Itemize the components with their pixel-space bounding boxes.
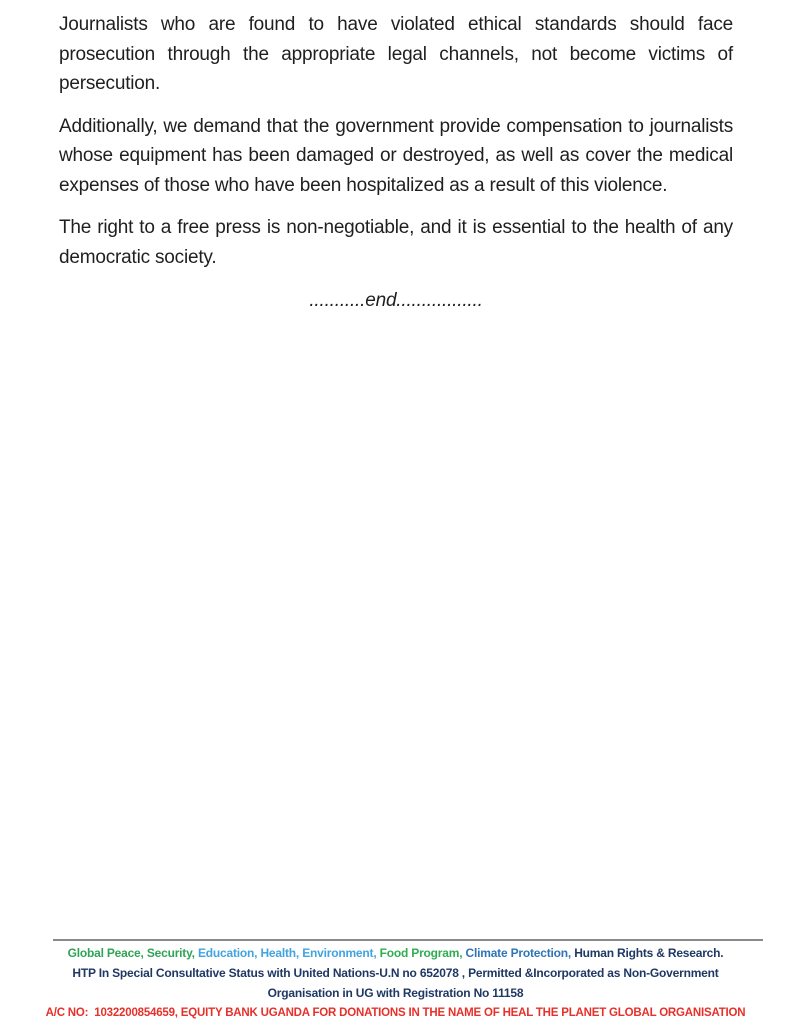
end-marker: ...........end................. [309,290,483,311]
footer-focus-area-segment: Health, [260,946,303,960]
paragraph-free-press: The right to a free press is non-negotiable, and it is essential to the health of any democratic society. [59,217,733,268]
page-footer [0,939,791,1023]
footer-focus-areas [0,943,791,963]
footer-focus-area-segment: Education, [197,946,261,960]
footer-focus-area-segment: Global Peace, [67,946,147,960]
footer-focus-area-segment: Environment, [302,946,380,960]
paragraph-ethical-standards: Journalists who are found to have violated ethical standards should face prosecution through the appropriate legal channels, not become victims of persecution. [59,14,733,94]
footer-focus-area-segment: Food Program, [379,946,466,960]
footer-un-status: HTP In Special Consultative Status with United Nations-U.N no 652078 , Permitted &Incorporated as Non-Government [72,966,719,980]
footer-focus-area-segment: Security, [146,946,198,960]
footer-focus-area-segment: Human Rights & Research. [574,946,724,960]
footer-bank-account: A/C NO: 1032200854659, EQUITY BANK UGANDA FOR DONATIONS IN THE NAME OF HEAL THE PLANET GLOBAL ORGANISATION [45,1007,746,1019]
footer-focus-area-segment: Climate Protection, [465,946,575,960]
footer-divider [53,939,763,941]
paragraph-compensation-demand: Additionally, we demand that the government provide compensation to journalists whose equipment has been damaged or destroyed, as well as cover the medical expenses of those who have been hospitalized as a result of this violence. [59,115,733,196]
document-body [59,10,733,329]
footer-registration: Organisation in UG with Registration No 11158 [267,986,524,1000]
